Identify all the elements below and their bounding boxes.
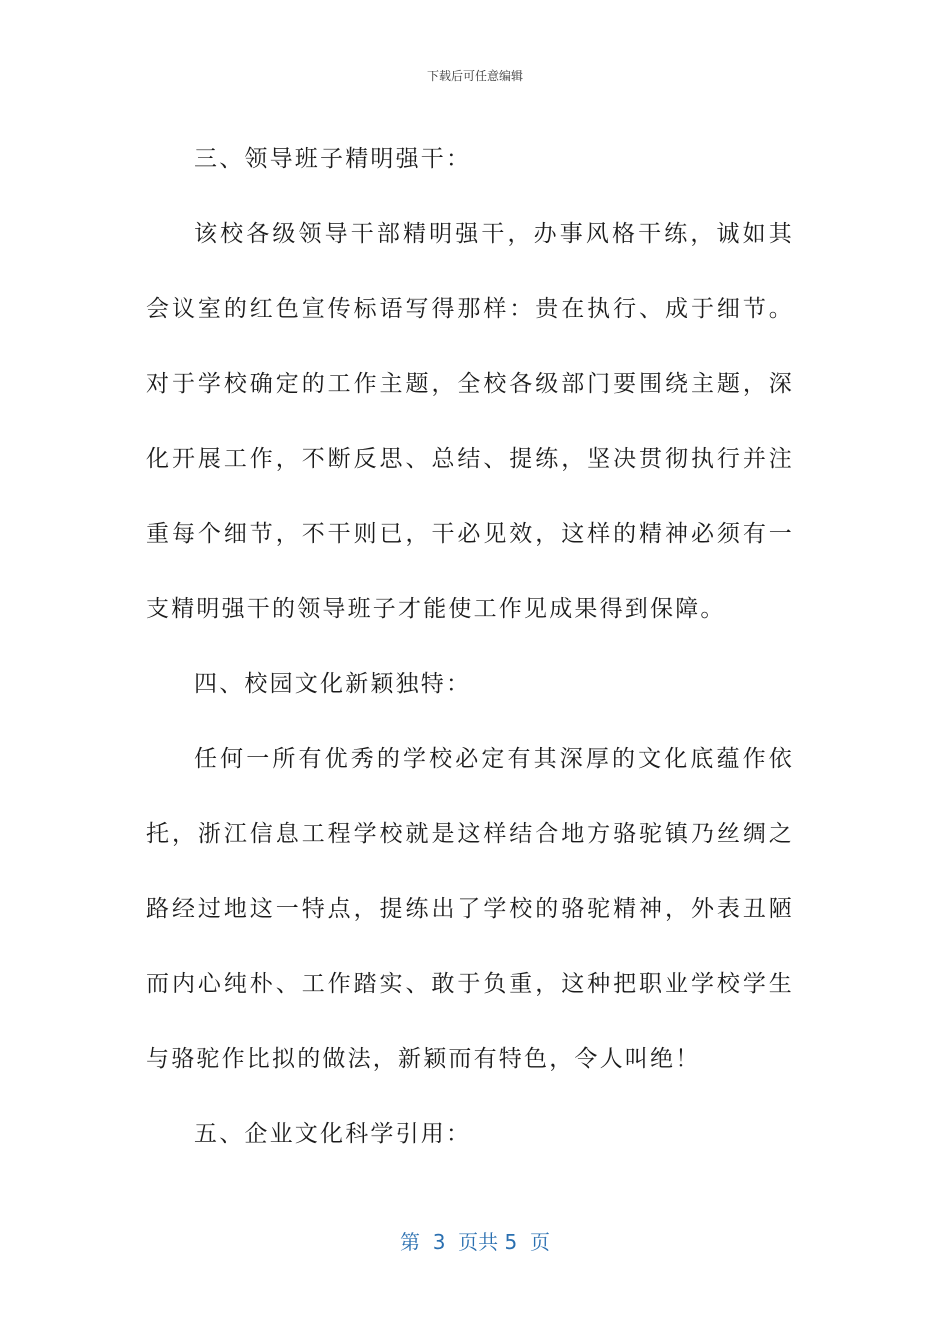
page-number-footer: 第 3 页共 5 页 [400, 1230, 550, 1254]
paragraph-campus-culture: 任何一所有优秀的学校必定有其深厚的文化底蕴作依托，浙江信息工程学校就是这样结合地方骆驼镇乃丝绸之路经过地这一特点，提练出了学校的骆驼精神，外表丑陋而内心纯朴、工作踏实、敢于负重，这种把职业学校学生与骆驼作比拟的做法，新颖而有特色，令人叫绝！ [146, 746, 794, 1072]
header-note: 下载后可任意编辑 [426, 69, 523, 83]
section-heading-4: 四、校园文化新颖独特： [194, 671, 472, 697]
document-body [146, 122, 794, 1172]
paragraph-leadership: 该校各级领导干部精明强干，办事风格干练，诚如其会议室的红色宣传标语写得那样：贵在执行、成于细节。对于学校确定的工作主题，全校各级部门要围绕主题，深化开展工作，不断反思、总结、提练，坚决贯彻执行并注重每个细节，不干则已，干必见效，这样的精神必须有一支精明强干的领导班子才能使工作见成果得到保障。 [146, 221, 794, 622]
section-heading-5: 五、企业文化科学引用： [194, 1121, 472, 1147]
section-heading-3: 三、领导班子精明强干： [194, 146, 472, 172]
